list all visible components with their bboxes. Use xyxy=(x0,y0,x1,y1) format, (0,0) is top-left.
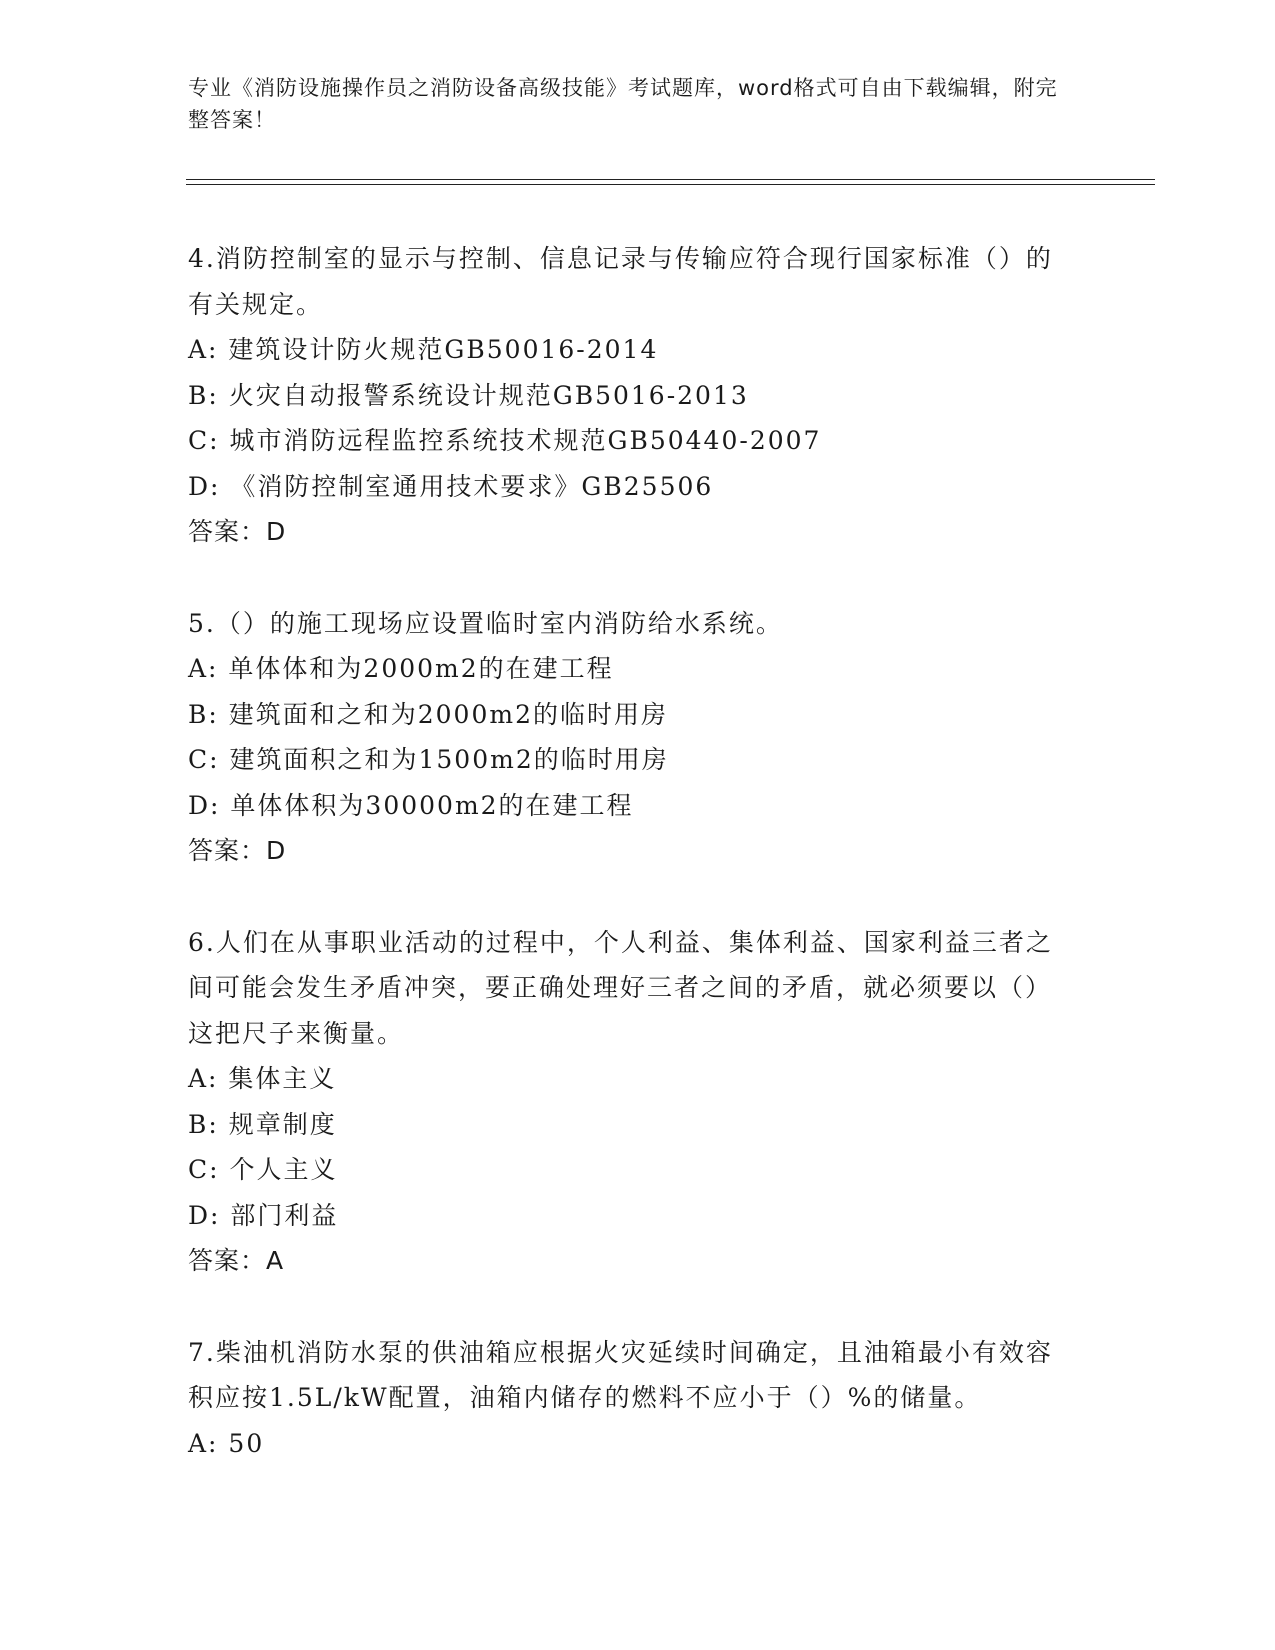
option-b: B: 规章制度 xyxy=(188,1109,337,1139)
question-stem: 5.（）的施工现场应设置临时室内消防给水系统。 xyxy=(188,608,783,638)
header-divider-top xyxy=(186,179,1155,180)
question-list xyxy=(188,236,1068,1512)
option-a: A: 建筑设计防火规范GB50016-2014 xyxy=(188,335,659,364)
question-stem: 7.柴油机消防水泵的供油箱应根据火灾延续时间确定，且油箱最小有效容积应按1.5L/kW配置，油箱内储存的燃料不应小于（）%的储量。 xyxy=(188,1337,1053,1412)
option-d: D: 单体体积为30000m2的在建工程 xyxy=(188,790,634,820)
question-stem: 6.人们在从事职业活动的过程中，个人利益、集体利益、国家利益三者之间可能会发生矛盾冲突，要正确处理好三者之间的矛盾，就必须要以（）这把尺子来衡量。 xyxy=(188,927,1053,1048)
header-divider-bottom xyxy=(186,184,1155,185)
option-a: A: 集体主义 xyxy=(188,1064,337,1093)
option-c: C: 个人主义 xyxy=(188,1155,338,1184)
option-b: B: 火灾自动报警系统设计规范GB5016-2013 xyxy=(188,380,749,410)
option-c: C: 城市消防远程监控系统技术规范GB50440-2007 xyxy=(188,426,822,455)
answer-line: 答案：D xyxy=(188,517,287,546)
question-item xyxy=(188,1330,1068,1467)
answer-line: 答案：A xyxy=(188,1246,285,1275)
option-b: B: 建筑面和之和为2000m2的临时用房 xyxy=(188,699,668,729)
option-c: C: 建筑面积之和为1500m2的临时用房 xyxy=(188,745,669,774)
option-a: A: 单体体和为2000m2的在建工程 xyxy=(188,654,614,683)
answer-line: 答案：D xyxy=(188,836,287,865)
option-d: D: 部门利益 xyxy=(188,1200,339,1230)
document-intro: 专业《消防设施操作员之消防设备高级技能》考试题库，word格式可自由下载编辑，附完整答案！ xyxy=(188,76,1058,132)
option-d: D: 《消防控制室通用技术要求》GB25506 xyxy=(188,471,714,501)
question-stem: 4.消防控制室的显示与控制、信息记录与传输应符合现行国家标准（）的有关规定。 xyxy=(188,244,1053,319)
question-item xyxy=(188,236,1068,555)
option-a: A: 50 xyxy=(188,1428,265,1458)
question-item xyxy=(188,920,1068,1284)
question-item xyxy=(188,601,1068,874)
